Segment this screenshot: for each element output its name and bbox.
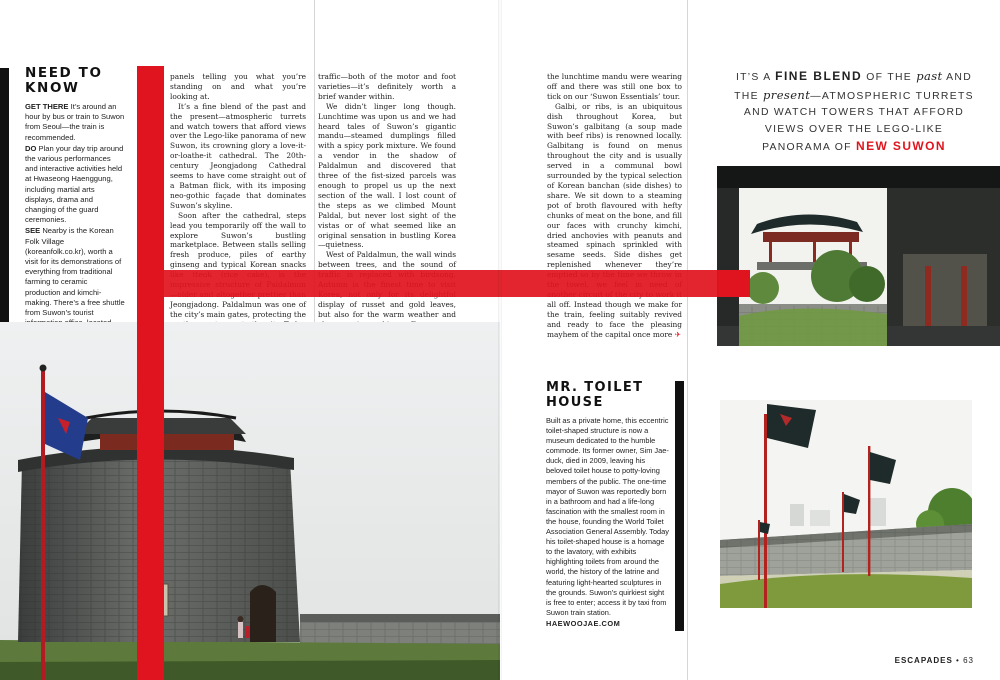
- window-view-photo: [717, 166, 1000, 346]
- red-frame-vertical: [137, 66, 164, 680]
- column-rule: [687, 0, 688, 680]
- mr-toilet-house-box: [546, 380, 670, 629]
- fortress-tower-photo: [0, 322, 500, 680]
- article-paragraph: West of Paldalmun, the wall winds between trees, and the sound of display of russet and gold leaves, but also for the warm weather and: [318, 250, 456, 319]
- need-to-know-item: SEE Nearby is the Korean Folk Village (koreanfolk.co.kr), worth a visit for its demonstrations of everything from traditional farming to ceramic production and kimchi-making. There’s a free shuttle from Suwon’s tourist: [25, 226, 125, 318]
- mr-toilet-house-url[interactable]: HAEWOOJAE.COM: [546, 618, 621, 628]
- article-column-1: [170, 72, 306, 339]
- mr-toilet-house-body: Built as a private home, this eccentric toilet-shaped structure is now a museum dedicated to the humble commode. Its former owner, Sim Jae-duck, died in 2009, leaving his beloved toilet house to potty-loving members of the public. The one-time mayor of Suwon was reportedly born in a bathroom and had a life-long fascination with the smallest room in the house, founding the World Toilet Association General Assembly. Today his toilet-shaped house is a homage to the lavatory, with exhibits highlighting toilets from around the world, the history of the latrine and featuring light-hearted sculptures in the grounds. Suwon’s quirkiest sight is free to enter; access it by taxi from Suwon train station.: [546, 416, 669, 617]
- red-frame-horizontal: [137, 270, 750, 297]
- article-paragraph: We didn’t linger long though. Lunchtime was upon us and we had heard tales of Suwon’s gigantic mandu—steamed dumplings filled with a spicy pork mixture. We found a vendor in the shadow of Paldalmun and discovered that three of the fist-sized parcels was enough to propel us up the next section of the wall. I lost count of the steps as we climbed Mount Paldal, but never lost sight of the vistas or of what seemed like an original sensation in bustling Korea—quietness.: [318, 101, 456, 250]
- red-frame-right-cap: [718, 270, 750, 297]
- flags-on-wall-photo: [720, 400, 972, 608]
- article-paragraph: Galbi, or ribs, is an ubiquitous dish throughout Korea, but Suwon’s galbitang (a soup made with beef ribs) is renowned locally. Galbitang is found on menus throughout the city and is usually served in a communal bowl surrounded by the typical selection of Korean banchan (side dishes) to share. We sit down to a steaming pot of broth flavoured with hefty chunks of meat on the bone, and fill our faces with crunchy kimchi, dried anchovies with peanuts and steamed spinach sprinkled with sesame seeds. Side dishes get replenished whenever they’re all off. Instead though we make for the train, feeling suitably revived and ready to face the pleasing mayhem of the capital once more ✈: [547, 101, 682, 339]
- page-fold: [500, 0, 502, 680]
- sidebar-accent-bar: [0, 68, 9, 322]
- article-paragraph: the lunchtime mandu were wearing off and there was still one box to tick on our ‘Suwon Essentials’ tour.: [547, 72, 682, 101]
- article-paragraph: It’s a fine blend of the past and the present—atmospheric turrets and watch towers that afford views over the Lego-like panorama of new Suwon, its crowning glory a love-it-or-loathe-it cathedral. The 20th-century Jeongjadong Cathedral seems to have come straight out of a Batman flick, with its imposing neo-gothic façade that dominates Suwon’s skyline.: [170, 101, 306, 210]
- article-paragraph: Soon after the cathedral, steps lead you temporarily off the wall to explore Suwon’s bustling marketplace. Between stalls selling fresh produce, piles of earthy ginseng and typical Korean snacks Jeongjadong. Paldalmun was one of the city’s main gates, protecting the: [170, 210, 306, 319]
- article-paragraph: panels telling you what you’re standing on and what you’re looking at.: [170, 72, 306, 101]
- pull-quote: IT’S A FINE BLEND OF THE past AND THE present—ATMOSPHERIC TURRETS AND WATCH TOWERS THAT AFFORD VIEWS OVER THE LEGO-LIKE PANORAMA OF NEW SUWON: [734, 69, 974, 153]
- page-folio: ESCAPADES • 63: [894, 656, 974, 665]
- mr-toilet-house-title: MR. TOILET HOUSE: [546, 380, 644, 410]
- need-to-know-item: GET THERE It’s around an hour by bus or train to Suwon from Seoul—the train is recommended.: [25, 102, 125, 142]
- flags-illustration: [720, 400, 972, 608]
- article-paragraph: traffic—both of the motor and foot varieties—it’s definitely worth a brief wander within.: [318, 72, 456, 101]
- fortress-tower-illustration: [0, 322, 500, 680]
- red-frame-top: [137, 66, 163, 70]
- end-mark-plane-icon: ✈: [674, 329, 681, 339]
- need-to-know-title: NEED TO KNOW: [25, 65, 103, 96]
- article-column-3: [547, 72, 682, 339]
- window-view-illustration: [717, 166, 1000, 346]
- boxout-accent-bar: [675, 381, 684, 631]
- need-to-know-item: DO Plan your day trip around the various performances and interactive activities held at Hwaseong Haenggung, including martial arts displays, drama and changing of the guard ceremonies.: [25, 143, 124, 225]
